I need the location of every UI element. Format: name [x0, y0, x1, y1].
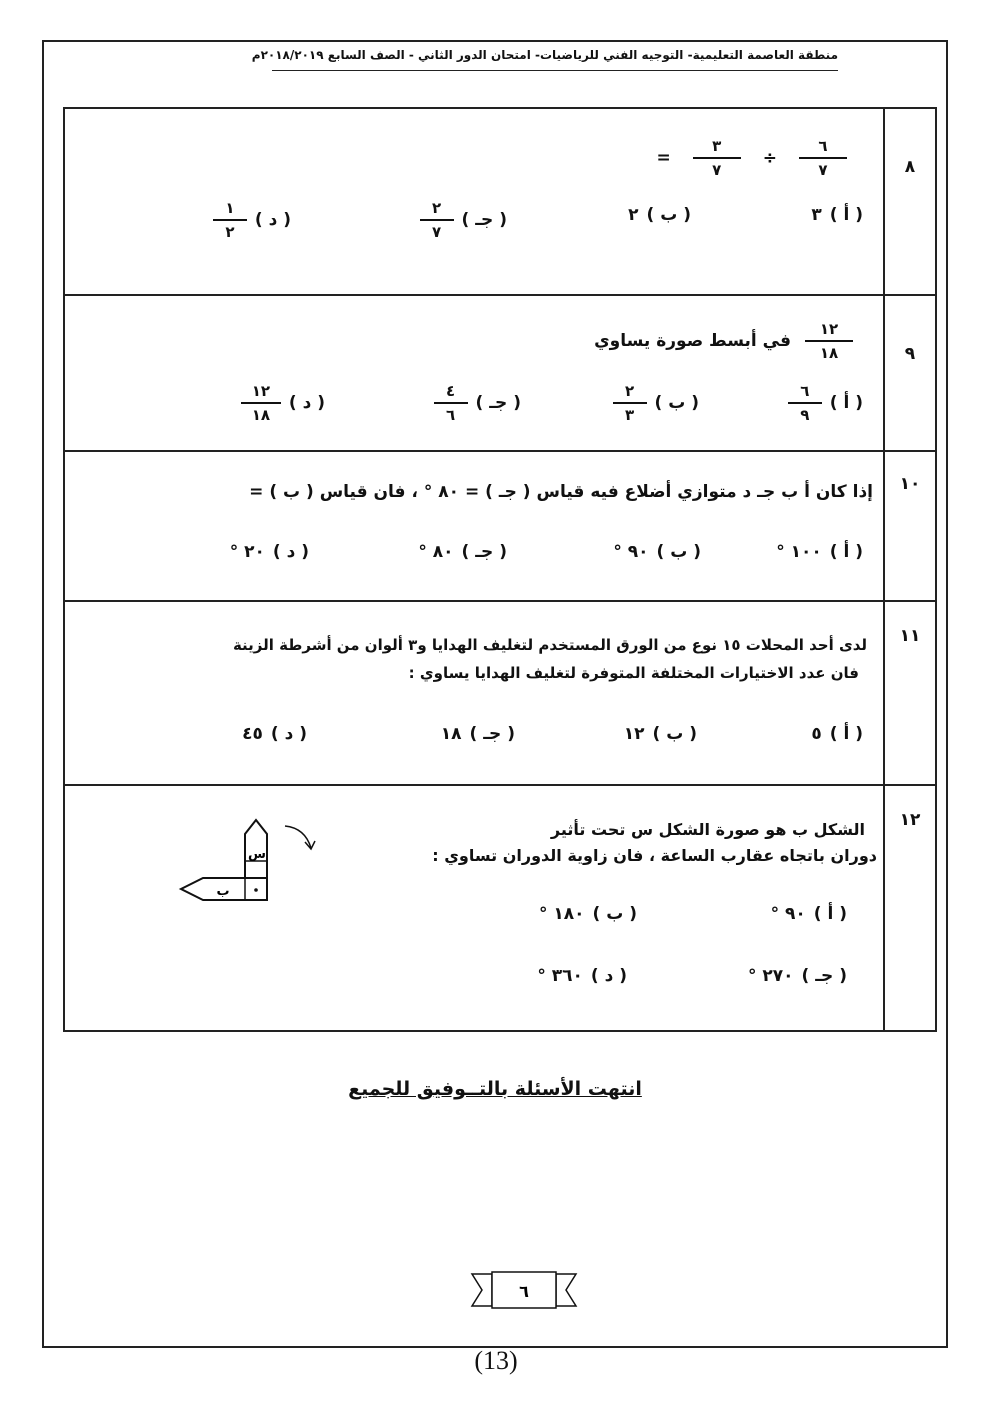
- q11-option-d[interactable]: ( د ) ٤٥: [242, 724, 307, 744]
- question-8-body: [64, 108, 884, 295]
- question-10-body: [64, 451, 884, 601]
- question-number: ١١: [884, 601, 936, 785]
- q8-option-a[interactable]: ( أ ) ٣: [811, 205, 863, 225]
- q11-stem-line2: فان عدد الاختيارات المختلفة المتوفرة لتغليف الهدايا يساوي :: [408, 664, 859, 682]
- q8-option-d[interactable]: ( د ) $\frac{١}{٢}$: [213, 199, 291, 241]
- q11-option-b[interactable]: ( ب ) ١٢: [623, 724, 697, 744]
- question-9-body: [64, 295, 884, 451]
- shape-s-label: س: [248, 847, 266, 862]
- q12-option-c[interactable]: ( جـ ) ٢٧٠ °: [747, 966, 847, 986]
- question-10-row: [64, 451, 936, 601]
- q9-stem: $\frac{١٢}{١٨}$ في أبسط صورة يساوي: [594, 320, 853, 362]
- page-number: (13): [474, 1346, 518, 1375]
- q10-stem: إذا كان أ ب جـ د متوازي أضلاع فيه قياس ( جـ ) = ٨٠ ° ، فان قياس ( ب ) =: [249, 482, 873, 502]
- question-9-row: [64, 295, 936, 451]
- question-12-body: [64, 785, 884, 1031]
- question-number: ٩: [884, 295, 936, 451]
- page-header: منطقة العاصمة التعليمية- التوجيه الفني للرياضيات- امتحان الدور الثاني - الصف السابع ٢٠١٨/٢٠١٩م: [272, 48, 838, 71]
- q9-option-a[interactable]: ( أ ) $\frac{٦}{٩}$: [788, 382, 863, 424]
- q10-option-b[interactable]: ( ب ) ٩٠ °: [613, 542, 701, 562]
- q11-option-c[interactable]: ( جـ ) ١٨: [440, 724, 515, 744]
- question-12-row: [64, 785, 936, 1031]
- q9-option-c[interactable]: ( جـ ) $\frac{٤}{٦}$: [434, 382, 521, 424]
- q9-option-d[interactable]: ( د ) $\frac{١٢}{١٨}$: [241, 382, 325, 424]
- q11-option-a[interactable]: ( أ ) ٥: [811, 724, 863, 744]
- q12-option-b[interactable]: ( ب ) ١٨٠ °: [538, 904, 637, 924]
- q11-stem-line1: لدى أحد المحلات ١٥ نوع من الورق المستخدم لتغليف الهدايا و٣ ألوان من أشرطة الزينة: [232, 636, 867, 654]
- q12-stem-line2: دوران باتجاه عقارب الساعة ، فان زاوية الدوران تساوي :: [432, 846, 877, 865]
- q10-option-c[interactable]: ( جـ ) ٨٠ °: [418, 542, 507, 562]
- rotation-figure: [173, 816, 323, 936]
- q12-option-d[interactable]: ( د ) ٣٦٠ °: [537, 966, 627, 986]
- q8-fraction-a: $\frac{٦}{٧}$: [799, 137, 847, 179]
- question-number: ١٠: [884, 451, 936, 601]
- q8-fraction-b: $\frac{٣}{٧}$: [693, 137, 741, 179]
- q9-option-b[interactable]: ( ب ) $\frac{٢}{٣}$: [613, 382, 699, 424]
- q10-option-d[interactable]: ( د ) ٢٠ °: [229, 542, 309, 562]
- page-badge-number: ٦: [519, 1282, 529, 1301]
- q10-option-a[interactable]: ( أ ) ١٠٠ °: [776, 542, 863, 562]
- q12-stem-line1: الشكل ب هو صورة الشكل س تحت تأثير: [550, 820, 865, 839]
- shape-b-label: ب: [216, 884, 230, 899]
- question-number: ٨: [884, 108, 936, 295]
- question-11-row: [64, 601, 936, 785]
- page-badge-ribbon: [470, 1268, 578, 1312]
- closing-message: انتهت الأسئلة بالتــوفيق للجميع: [348, 1078, 642, 1100]
- q8-option-c[interactable]: ( جـ ) $\frac{٢}{٧}$: [420, 199, 507, 241]
- questions-table: [63, 107, 937, 1032]
- q12-option-a[interactable]: ( أ ) ٩٠ °: [770, 904, 847, 924]
- q8-option-b[interactable]: ( ب ) ٢: [628, 205, 691, 225]
- q8-expression: = $\frac{٣}{٧}$ ÷ $\frac{٦}{٧}$: [657, 137, 848, 179]
- question-11-body: [64, 601, 884, 785]
- question-number: ١٢: [884, 785, 936, 1031]
- question-8-row: [64, 108, 936, 295]
